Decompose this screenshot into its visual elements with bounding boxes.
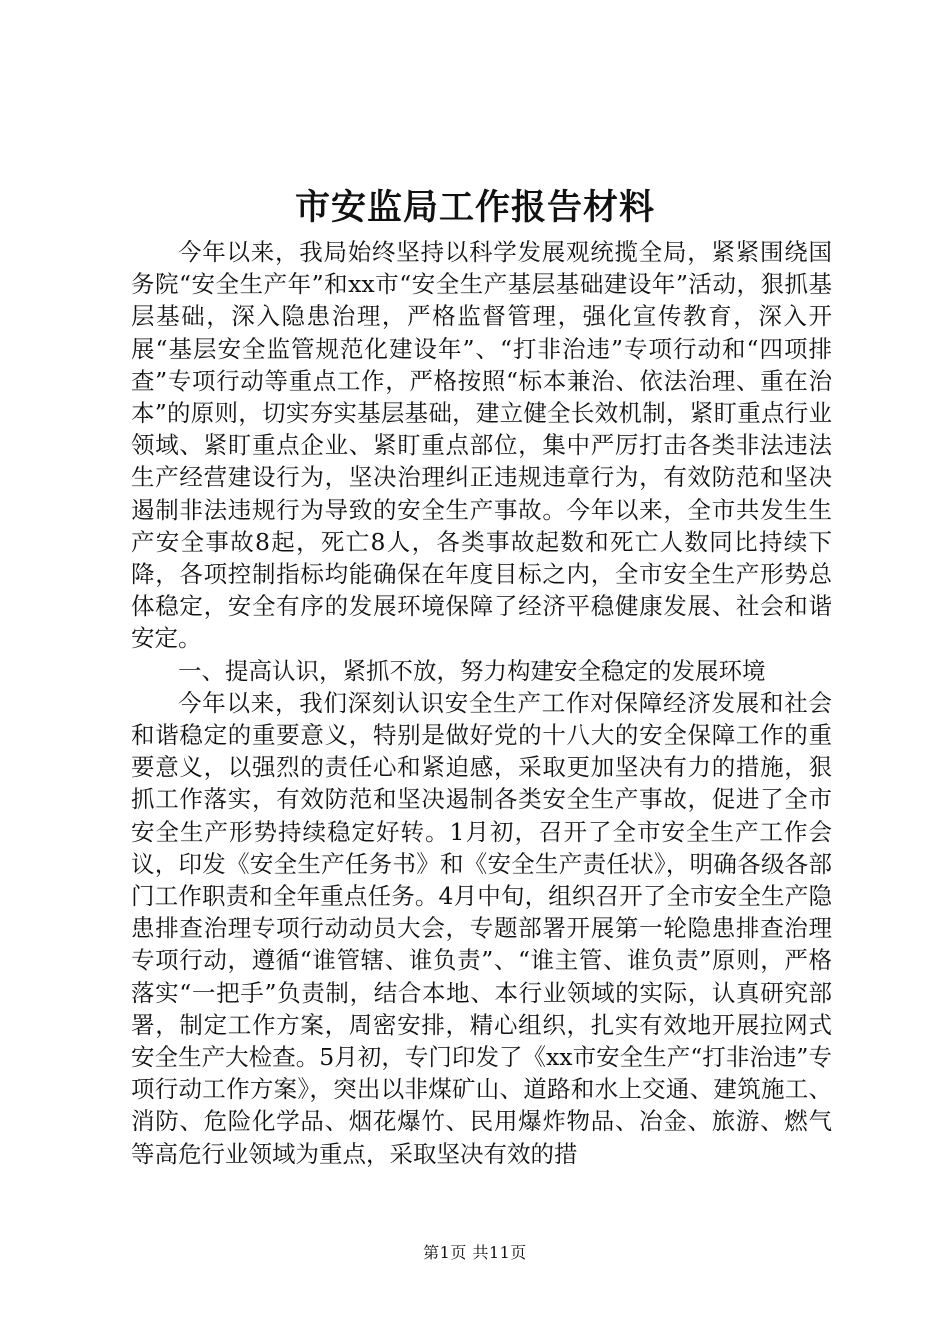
section-heading-1: 一、提高认识，紧抓不放，努力构建安全稳定的发展环境 xyxy=(178,656,766,685)
document-body xyxy=(131,236,832,1170)
page-footer: 第1页 共11页 xyxy=(423,1243,527,1262)
document-title: 市安监局工作报告材料 xyxy=(294,187,655,228)
paragraph-intro: 今年以来，我局始终坚持以科学发展观统揽全局，紧紧围绕国务院“安全生产年”和xx市“安全生产基层基础建设年”活动，狠抓基层基础，深入隐患治理，严格监督管理，强化宣传教育，深入开展“基层安全监管规范化建设年”、“打非治违”专项行动和“四项排查”专项行动等重点工作，严格按照“标本兼治、依法治理、重在治本”的原则，切实夯实基层基础，建立健全长效机制，紧盯重点行业领域、紧盯重点企业、紧盯重点部位，集中严厉打击各类非法违法生产经营建设行为，坚决治理纠正违规违章行为，有效防范和坚决遏制非法违规行为导致的安全生产事故。今年以来，全市共发生生产安全事故8起，死亡8人，各类事故起数和死亡人数同比持续下降，各项控制指标均能确保在年度目标之内，全市安全生产形势总体稳定，安全有序的发展环境保障了经济平稳健康发展、社会和谐安定。 xyxy=(131,238,832,653)
paragraph-section-1: 今年以来，我们深刻认识安全生产工作对保障经济发展和社会和谐稳定的重要意义，特别是做好党的十八大的安全保障工作的重要意义，以强烈的责任心和紧迫感，采取更加坚决有力的措施，狠抓工作落实，有效防范和坚决遏制各类安全生产事故，促进了全市安全生产形势持续稳定好转。1月初，召开了全市安全生产工作会议，印发《安全生产任务书》和《安全生产责任状》，明确各级各部门工作职责和全年重点任务。4月中旬，组织召开了全市安全生产隐患排查治理专项行动动员大会，专题部署开展第一轮隐患排查治理专项行动，遵循“谁管辖、谁负责”、“谁主管、谁负责”原则，严格落实“一把手”负责制，结合本地、本行业领域的实际，认真研究部署，制定工作方案，周密安排，精心组织，扎实有效地开展拉网式安全生产大检查。5月初，专门印发了《xx市安全生产“打非治违”专项行动工作方案》，突出以非煤矿山、道路和水上交通、建筑施工、消防、危险化学品、烟花爆竹、民用爆炸物品、冶金、旅游、燃气等高危行业领域为重点，采取坚决有效的措 xyxy=(131,688,832,1168)
